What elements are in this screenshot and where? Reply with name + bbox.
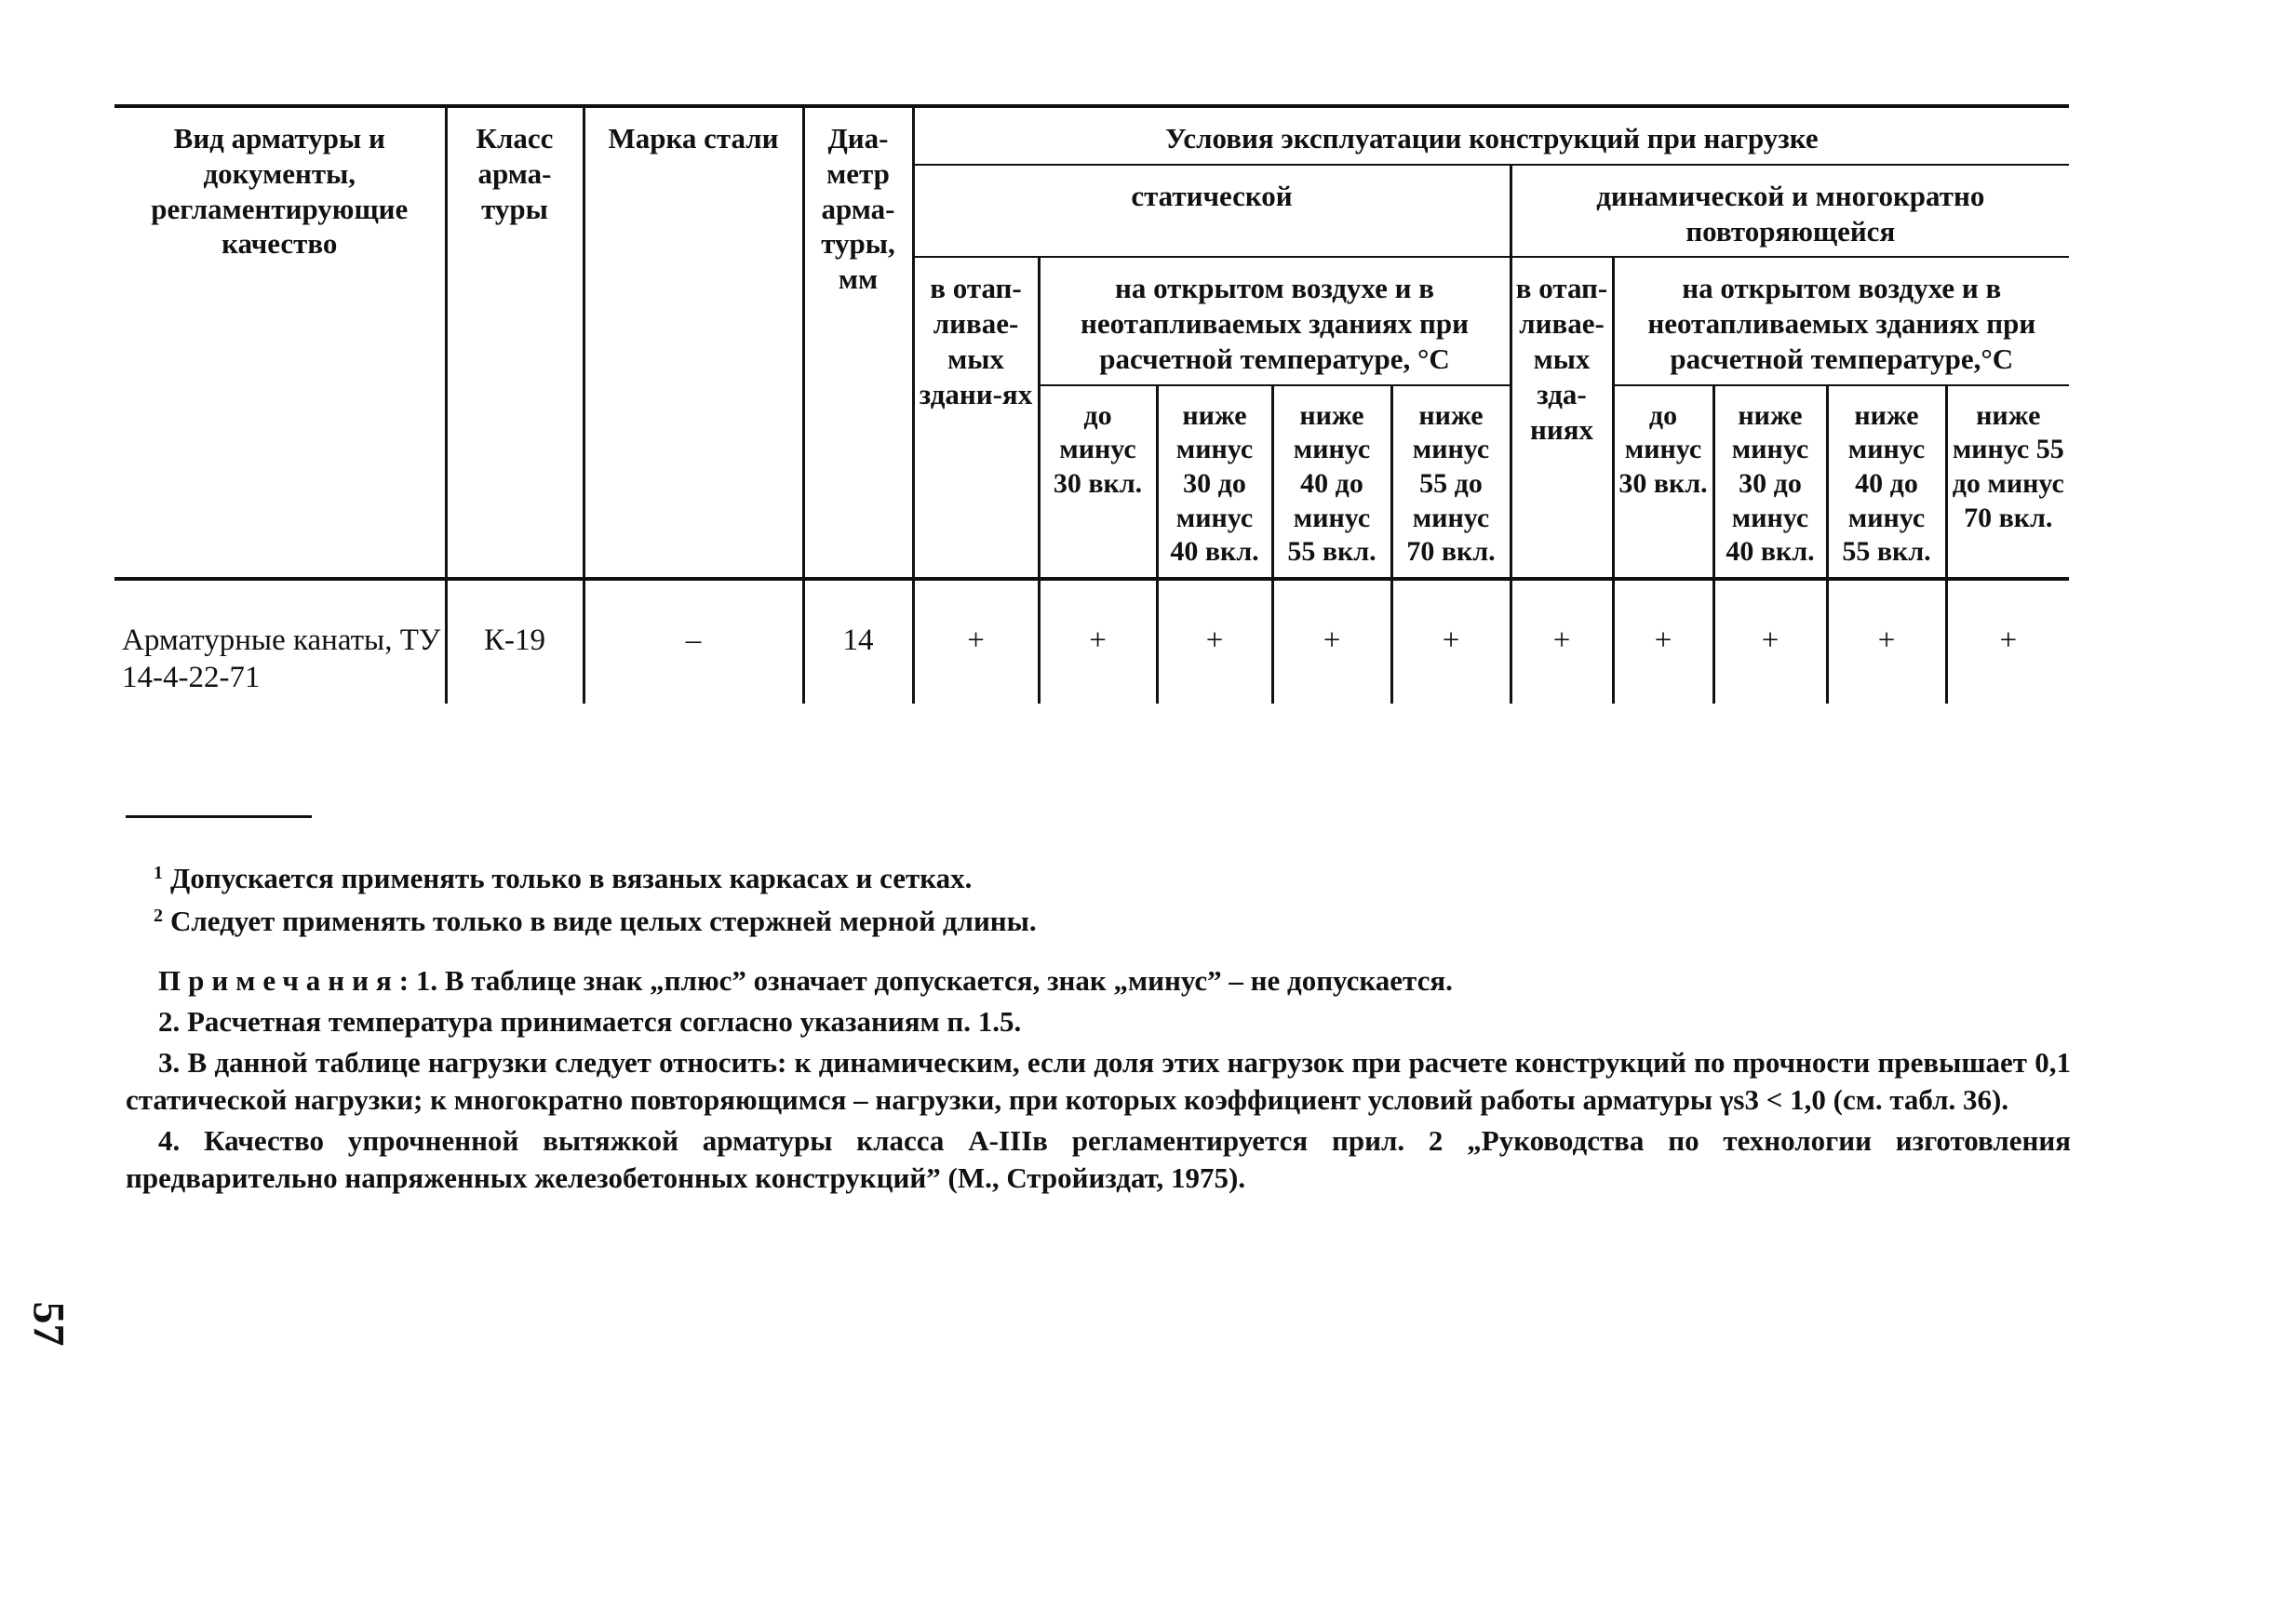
temp-dynamic-2: ниже минус 30 до минус 40 вкл. bbox=[1713, 385, 1827, 579]
footnote-mark: 1 bbox=[154, 863, 163, 883]
header-steel: Марка стали bbox=[584, 106, 803, 579]
reinforcement-table bbox=[114, 104, 2069, 704]
header-conditions: Условия эксплуатации конструкций при нагрузке bbox=[913, 106, 2069, 165]
footnote-item bbox=[154, 897, 2015, 940]
footnote-item bbox=[154, 854, 2015, 897]
temp-static-4: ниже минус 55 до минус 70 вкл. bbox=[1391, 385, 1511, 579]
footnote-mark: 2 bbox=[154, 906, 163, 926]
row-value: + bbox=[1511, 579, 1613, 705]
footnote-text: Допускается применять только в вязаных каркасах и сетках. bbox=[170, 862, 973, 894]
header-diameter: Диа-метр арма-туры, мм bbox=[803, 106, 913, 579]
note-text: : 1. В таблице знак „плюс” означает допускается, знак „минус” – не допускается. bbox=[398, 964, 1453, 997]
note-item bbox=[126, 962, 2071, 1000]
temp-dynamic-1: до минус 30 вкл. bbox=[1613, 385, 1713, 579]
header-kind: Вид арматуры и документы, регламентирующие качество bbox=[114, 106, 446, 579]
row-value: + bbox=[1946, 579, 2069, 705]
header-heated-static: в отап-ливае-мых здани-ях bbox=[913, 257, 1039, 578]
row-value: + bbox=[1827, 579, 1946, 705]
header-heated-dynamic: в отап-ливае-мых зда-ниях bbox=[1511, 257, 1613, 578]
row-value: + bbox=[1039, 579, 1157, 705]
note-item: 2. Расчетная температура принимается согласно указаниям п. 1.5. bbox=[158, 1005, 1022, 1038]
row-value: + bbox=[1613, 579, 1713, 705]
temp-static-2: ниже минус 30 до минус 40 вкл. bbox=[1157, 385, 1272, 579]
temp-dynamic-4: ниже минус 55 до минус 70 вкл. bbox=[1946, 385, 2069, 579]
temp-static-1: до минус 30 вкл. bbox=[1039, 385, 1157, 579]
header-outdoor-static: на открытом воздухе и в неотапливаемых зданиях при расчетной температуре, °С bbox=[1039, 257, 1511, 384]
page-number: 57 bbox=[23, 1301, 74, 1347]
row-class: К-19 bbox=[446, 579, 584, 705]
header-class: Класс арма-туры bbox=[446, 106, 584, 579]
row-value: + bbox=[913, 579, 1039, 705]
temp-dynamic-3: ниже минус 40 до минус 55 вкл. bbox=[1827, 385, 1946, 579]
footnote-text: Следует применять только в виде целых стержней мерной длины. bbox=[170, 905, 1037, 937]
header-dynamic: динамической и многократно повторяющейся bbox=[1511, 165, 2069, 258]
notes bbox=[126, 962, 2071, 1201]
row-value: + bbox=[1272, 579, 1391, 705]
row-value: + bbox=[1157, 579, 1272, 705]
footnotes bbox=[154, 854, 2015, 940]
row-kind: Арматурные канаты, ТУ 14-4-22-71 bbox=[114, 579, 446, 705]
row-value: + bbox=[1713, 579, 1827, 705]
note-item: 4. Качество упрочненной вытяжкой арматуры класса А-IIIв регламентируется прил. 2 „Руководства по технологии изготовления предварительно напряженных железобетонных конструкций” (М., Стройиздат, 1975). bbox=[126, 1124, 2071, 1194]
row-diameter: 14 bbox=[803, 579, 913, 705]
temp-static-3: ниже минус 40 до минус 55 вкл. bbox=[1272, 385, 1391, 579]
header-static: статической bbox=[913, 165, 1511, 258]
row-steel: – bbox=[584, 579, 803, 705]
header-outdoor-dynamic: на открытом воздухе и в неотапливаемых зданиях при расчетной температуре,°С bbox=[1613, 257, 2069, 384]
table-row bbox=[114, 579, 2069, 705]
note-item: 3. В данной таблице нагрузки следует относить: к динамическим, если доля этих нагрузок при расчете конструкций по прочности превышает 0,1 статической нагрузки; к многократно повторяющимся – нагрузки, при которых коэффициент условий работы арматуры γs3 < 1,0 (см. табл. 36). bbox=[126, 1046, 2071, 1116]
notes-heading: Примечания bbox=[158, 964, 399, 997]
footnote-divider bbox=[126, 815, 312, 818]
row-value: + bbox=[1391, 579, 1511, 705]
